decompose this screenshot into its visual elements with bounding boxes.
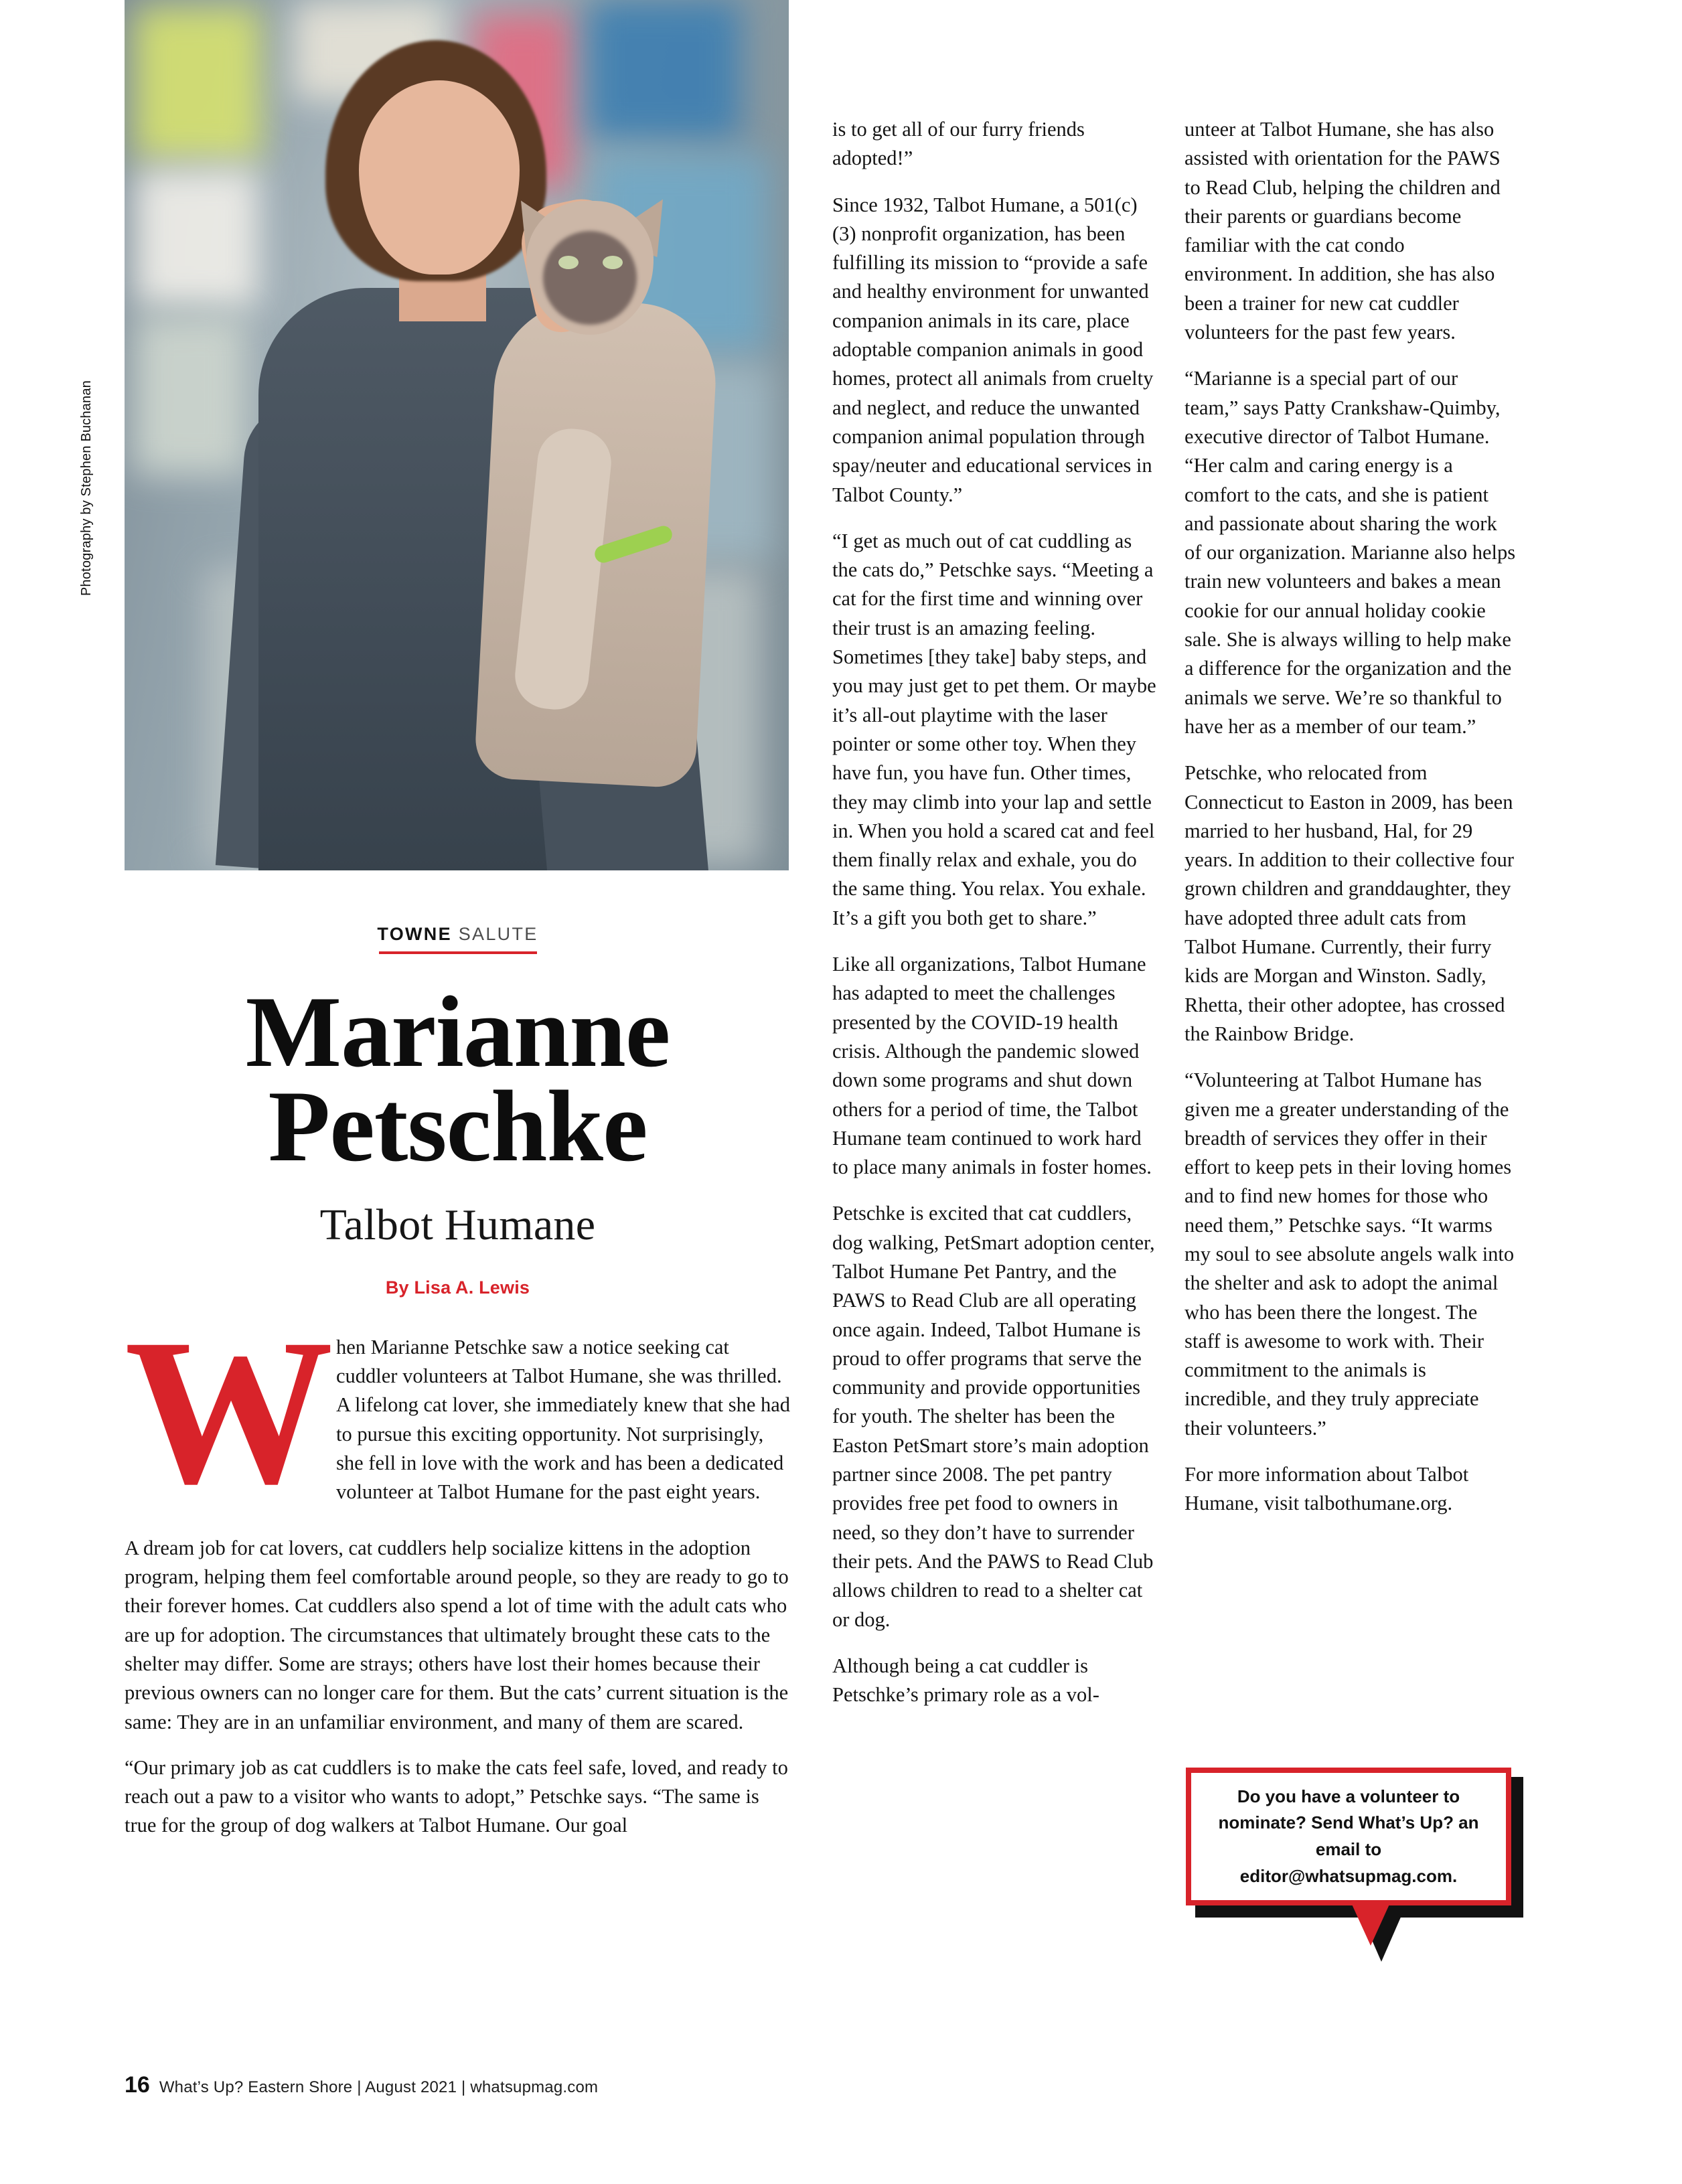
- paragraph: unteer at Talbot Humane, she has also assisted with orientation for the PAWS to Read Club, helping the children and their parents or guardians become familiar with the cat condo environment. In addition, she has also been a trainer for new cat cuddler volunteers for the past few years.: [1184, 118, 1501, 344]
- paragraph: is to get all of our furry friends adopted!”: [832, 118, 1085, 170]
- page-title: [125, 976, 791, 1183]
- photo-background-block: [133, 315, 246, 475]
- paragraph: For more information about Talbot Humane, visit talbothumane.org.: [1184, 1463, 1469, 1515]
- subject-face: [359, 80, 520, 275]
- paragraph: Petschke, who relocated from Connecticut to Easton in 2009, has been married to her husband, Hal, for 29 years. In addition to their collective four grown children and granddaughter, they have adopted three adult cats from Talbot Humane. Currently, their furry kids are Morgan and Winston. Sadly, Rhetta, their other adoptee, has crossed the Rainbow Bridge.: [1184, 761, 1515, 1045]
- lead-paragraph: hen Marianne Petschke saw a notice seeking cat cuddler volunteers at Talbot Humane, she was thrilled. A lifelong cat lover, she immediately knew that she had to pursue this exciting opportunity. Not surprisingly, she fell in love with the work and has been a dedicated volunteer at Talbot Humane for the past eight years.: [336, 1335, 791, 1504]
- paragraph: “Our primary job as cat cuddlers is to make the cats feel safe, loved, and ready to reach out a paw to a visitor who wants to adopt,” Petschke says. “The same is true for the group of dog walkers at Talbot Humane. Our goal: [125, 1756, 788, 1837]
- footer-meta: What’s Up? Eastern Shore | August 2021 | whatsupmag.com: [159, 2078, 599, 2096]
- headline-line-2: Petschke: [268, 1070, 647, 1183]
- byline: By Lisa A. Lewis: [385, 1277, 530, 1298]
- kicker-rule: [379, 951, 537, 954]
- callout-text: Do you have a volunteer to nominate? Send What’s Up? an email to editor@whatsupmag.com.: [1218, 1786, 1479, 1886]
- page-number: 16: [125, 2072, 150, 2098]
- paragraph: Petschke is excited that cat cuddlers, dog walking, PetSmart adoption center, Talbot Humane Pet Pantry, and the PAWS to Read Club are all operating once again. Indeed, Talbot Humane is proud to offer programs that serve the community and provide opportunities for youth. The shelter has been the Easton PetSmart store’s main adoption partner since 2008. The pet pantry provides free pet food to owners in need, so they don’t have to surrender their pets. And the PAWS to Read Club allows children to read to a shelter cat or dog.: [832, 1202, 1155, 1631]
- paragraph: Like all organizations, Talbot Humane has adapted to meet the challenges presented by the COVID-19 health crisis. Although the pandemic slowed down some programs and shut down others for a period of time, the Talbot Humane team continued to work hard to place many animals in foster homes.: [832, 953, 1152, 1179]
- photo-background-block: [134, 7, 261, 161]
- drop-cap: W: [125, 1296, 327, 1527]
- paragraph: “I get as much out of cat cuddling as the cats do,” Petschke says. “Meeting a cat for the first time and winning over their trust is an amazing feeling. Sometimes [they take] baby steps, and you may just get to pet them. Or maybe it’s all-out playtime with the laser pointer or some other toy. When they have fun, you have fun. Other times, they may climb into your lap and settle in. When you hold a scared cat and feel them finally relax and exhale, you do the same thing. You relax. You exhale. It’s a gift you both get to share.”: [832, 529, 1156, 929]
- hero-photo-image: [125, 0, 789, 870]
- left-column-body: [125, 1534, 791, 1841]
- left-column: [125, 924, 791, 1857]
- right-column: [1184, 115, 1517, 1536]
- headline-line-1: Marianne: [245, 976, 670, 1088]
- paragraph: “Volunteering at Talbot Humane has given me a greater understanding of the breadth of services they offer in their effort to keep pets in their loving homes and to find new homes for those who need them,” Petschke says. “It warms my soul to see absolute angels walk into the shelter and ask to adopt the animal who has been there the longest. The staff is awesome to work with. Their commitment to the animals is incredible, and they truly appreciate their volunteers.”: [1184, 1069, 1515, 1439]
- photo-background-block: [133, 167, 260, 308]
- cat-eye-left: [558, 256, 579, 269]
- paragraph: Although being a cat cuddler is Petschke’s primary role as a vol-: [832, 1654, 1099, 1707]
- callout-box: [1186, 1768, 1521, 1905]
- lead-paragraph-block: [125, 1296, 791, 1534]
- kicker-bold: TOWNE: [377, 924, 452, 944]
- section-kicker: [125, 924, 791, 954]
- subtitle: Talbot Humane: [319, 1200, 596, 1249]
- page-footer: [125, 2072, 598, 2098]
- paragraph: Since 1932, Talbot Humane, a 501(c)(3) nonprofit organization, has been fulfilling its mission to “provide a safe and healthy environment for unwanted companion animals in its care, place adoptable companion animals in good homes, protect all animals from cruelty and neglect, and reduce the unwanted companion animal population through spay/neuter and educational services in Talbot County.”: [832, 193, 1154, 506]
- middle-column: [832, 115, 1156, 1727]
- photo-background-block: [587, 0, 741, 141]
- callout-tail: [1351, 1901, 1391, 1946]
- cat-eye-right: [603, 256, 623, 269]
- callout-frame: [1186, 1768, 1511, 1905]
- hero-photo: [125, 0, 789, 870]
- cat-face: [543, 231, 637, 325]
- paragraph: A dream job for cat lovers, cat cuddlers help socialize kittens in the adoption program, helping them feel comfortable around people, so they are ready to go to their forever homes. Cat cuddlers also spend a lot of time with the adult cats who are up for adoption. The circumstances that ultimately brought these cats to the shelter may differ. Some are strays; others have lost their homes because their previous owners can no longer care for them. But the cats’ current situation is the same: They are in an unfamiliar environment, and many of them are scared.: [125, 1536, 789, 1733]
- paragraph: “Marianne is a special part of our team,” says Patty Crankshaw-Quimby, executive director of Talbot Humane. “Her calm and caring energy is a comfort to the cats, and she is patient and passionate about sharing the work of our organization. Marianne also helps train new volunteers and bakes a mean cookie for our annual holiday cookie sale. She is always willing to help make a difference for the organization and the animals we serve. We’re so thankful to have her as a member of our team.”: [1184, 367, 1516, 738]
- kicker-light: SALUTE: [458, 924, 538, 944]
- photo-credit: Photography by Stephen Buchanan: [79, 380, 94, 596]
